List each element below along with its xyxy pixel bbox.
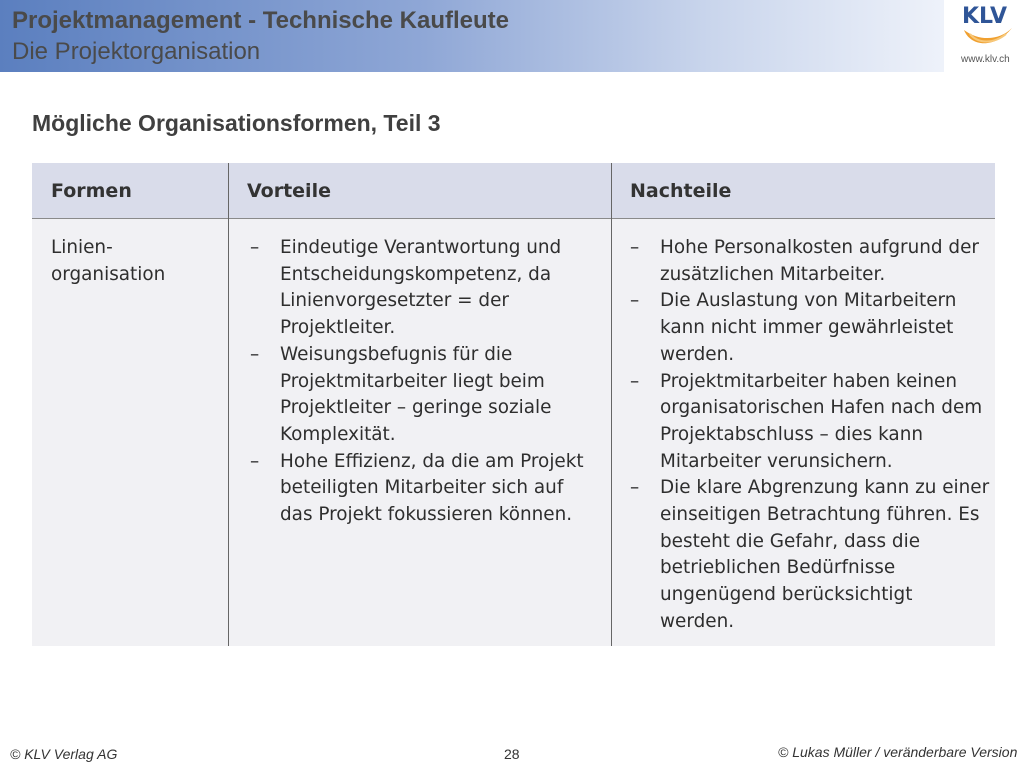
logo-text: KLV xyxy=(962,4,1008,29)
nachteile-cell xyxy=(630,235,990,636)
list-item-text: Die klare Abgrenzung kann zu einer einseitigen Betrachtung führen. Es besteht die Gefahr, dass die betrieblichen Bedürfnisse ungenügend berücksichtigt werden. xyxy=(660,477,990,632)
footer-author: © Lukas Müller / veränderbare Version xyxy=(778,744,1018,760)
header-band xyxy=(0,0,944,72)
klv-swoosh-icon xyxy=(960,24,1016,52)
bullet-dash: – xyxy=(250,237,260,258)
section-title: Mögliche Organisationsformen, Teil 3 xyxy=(32,110,441,136)
logo-url: www.klv.ch xyxy=(961,54,1010,65)
list-item-text: Eindeutige Verantwortung und Entscheidungskompetenz, da Linienvorgesetzter = der Projektleiter. xyxy=(280,237,562,339)
header-subtitle: Die Projektorganisation xyxy=(12,38,261,65)
header-nachteile: Nachteile xyxy=(630,180,732,202)
vorteile-list xyxy=(250,235,600,529)
bullet-dash: – xyxy=(630,370,640,392)
klv-logo xyxy=(954,4,1020,70)
list-item-text: Die Auslastung von Mitarbeitern kann nicht immer gewährleistet werden. xyxy=(660,290,957,365)
list-item xyxy=(630,369,990,476)
list-item-text: Weisungsbefugnis für die Projektmitarbeiter liegt beim Projektleiter – geringe soziale Komplexität. xyxy=(280,343,552,445)
bullet-dash: – xyxy=(630,290,640,312)
column-divider xyxy=(611,163,612,646)
list-item xyxy=(630,475,990,635)
list-item xyxy=(250,235,600,342)
list-item xyxy=(250,342,600,449)
table-header-row xyxy=(32,163,995,219)
form-cell xyxy=(51,235,221,288)
nachteile-list xyxy=(630,235,990,636)
bullet-dash: – xyxy=(630,477,640,499)
bullet-dash: – xyxy=(250,450,260,472)
list-item xyxy=(250,449,600,529)
list-item xyxy=(630,235,990,288)
header-title: Projektmanagement - Technische Kaufleute xyxy=(12,7,510,34)
header-formen: Formen xyxy=(51,180,132,202)
page-number: 28 xyxy=(504,746,520,762)
list-item-text: Projektmitarbeiter haben keinen organisatorischen Hafen nach dem Projektabschluss – dies kann Mitarbeiter verunsichern. xyxy=(660,370,983,472)
bullet-dash: – xyxy=(250,343,260,365)
bullet-dash: – xyxy=(630,237,640,258)
comparison-table xyxy=(32,163,995,646)
footer-copyright: © KLV Verlag AG xyxy=(10,746,118,762)
list-item-text: Hohe Effizienz, da die am Projekt beteiligten Mitarbeiter sich auf das Projekt fokussieren können. xyxy=(280,450,584,526)
list-item-text: Hohe Personalkosten aufgrund der zusätzlichen Mitarbeiter. xyxy=(660,237,979,285)
vorteile-cell xyxy=(250,235,600,529)
header-vorteile: Vorteile xyxy=(247,180,331,202)
form-label: Linien- organisation xyxy=(51,237,166,285)
list-item xyxy=(630,288,990,368)
column-divider xyxy=(228,163,229,646)
